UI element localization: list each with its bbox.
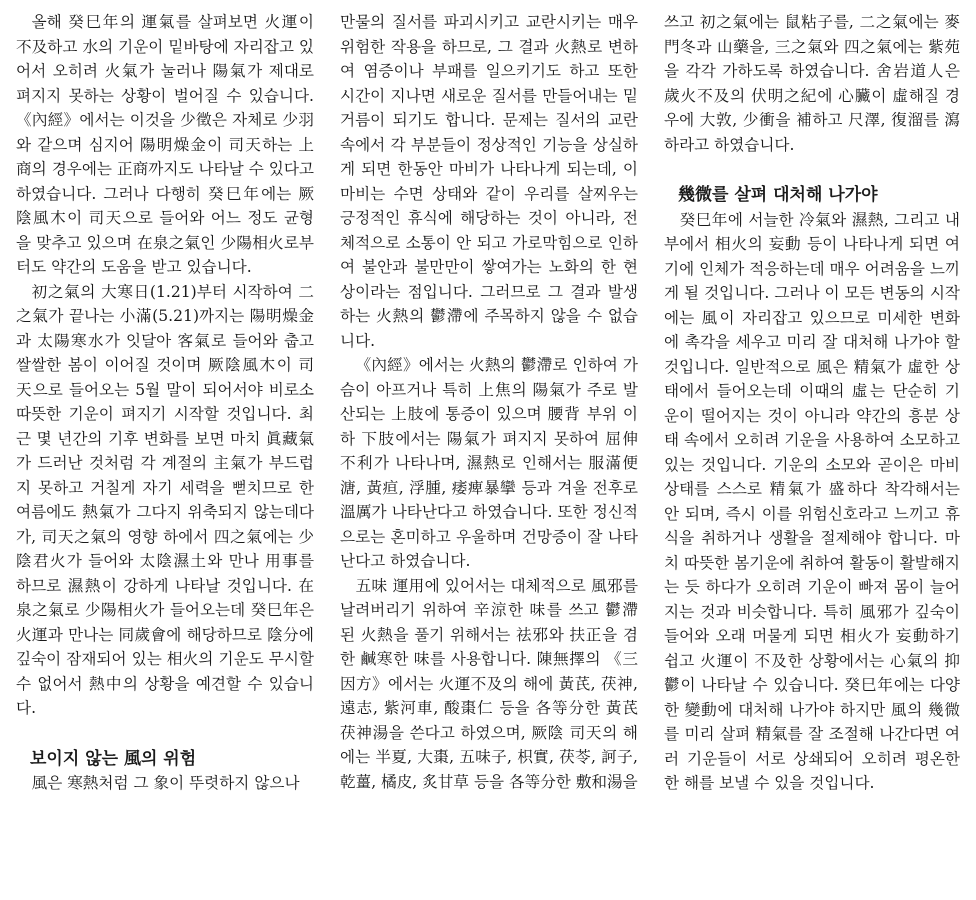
paragraph: 五味 運用에 있어서는 대체적으로 風邪를 날려버리기 위하여 辛涼한 味를 쓰고 鬱滯된 火熱을 풀기 위해서는 祛邪와 扶正을 겸한 鹹寒한 味를 사용합니다. 陳無擇의 《三因方》에서는 火運不及의 해에 黃芪, 茯神, 遠志, 紫河車, 酸棗仁 등을 各等分한 黃芪茯神湯을 쓴다고 하였으며, 厥陰 司天의 해에는 半夏, 大棗, 五味子, 枳實, 茯苓, 訶子, 乾薑, 橘皮, 炙甘草 등을 各等分한 敷和湯을	[340, 576, 638, 791]
paragraph: 《內經》에서는 火熱의 鬱滯로 인하여 가슴이 아프거나 특히 上焦의 陽氣가 주로 발산되는 上肢에 통증이 있으며 腰背 부위 이하 下肢에서는 陽氣가 펴지지 못하여 屈伸不利가 나타나며, 濕熱로 인해서는 服滿便溏, 黃疸, 浮腫, 痿痺暴攣 등과 겨울 전후로 溫厲가 나타난다고 하였습니다. 또한 정신적으로는 혼미하고 우울하며 건망증이 잘 나타난다고 하였습니다.	[340, 356, 638, 570]
paragraph: 만물의 질서를 파괴시키고 교란시키는 매우 위험한 작용을 하므로, 그 결과 火熱로 변하여 염증이나 부패를 일으키기도 하고 또한 시간이 지나면 새로운 질서를 만들어내는 밑거름이 되기도 합니다. 문제는 질서의 교란 속에서 각 부분들이 정상적인 기능을 상실하게 되면 한동안 마비가 나타나게 되는데, 이 마비는 수면 상태와 같이 우리를 살찌우는 긍정적인 휴식에 해당하는 것이 아니라, 전체적으로 소통이 안 되고 가로막힘으로 인하여 불안과 불만만이 쌓여가는 노화의 한 현상이라는 점입니다. 그러므로 그 결과 발생하는 火熱의 鬱滯에 주목하지 않을 수 없습니다.	[340, 13, 638, 350]
paragraph: 쓰고 初之氣에는 鼠粘子를, 二之氣에는 麥門冬과 山藥을, 三之氣와 四之氣에는 紫苑을 각각 가하도록 하였습니다. 舍岩道人은 歲火不及의 伏明之紀에 心臟이 虛해질 경우에 大敦, 少衝을 補하고 尺澤, 復溜를 瀉하라고 하였습니다.	[664, 13, 960, 154]
text-column-2	[340, 10, 638, 794]
paragraph: 올해 癸巳年의 運氣를 살펴보면 火運이 不及하고 水의 기운이 밑바탕에 자리잡고 있어서 오히려 火氣가 눌러나 陽氣가 제대로 펴지지 못하는 상황이 벌어질 수 있습니다.《內經》에서는 이것을 少徵은 자체로 少羽와 같으며 심지어 陽明燥金이 司天하는 上商의 경우에는 正商까지도 나타날 수 있다고 하였습니다. 그러나 다행히 癸巳年에는 厥陰風木이 司天으로 들어와 어느 정도 균형을 맞추고 있으며 在泉之氣인 少陽相火로부터도 약간의 도움을 받고 있습니다.	[16, 13, 314, 276]
paragraph: 初之氣의 大寒日(1.21)부터 시작하여 二之氣가 끝나는 小滿(5.21)까지는 陽明燥金과 太陽寒水가 잇달아 客氣로 들어와 춥고 쌀쌀한 봄이 이어질 것이며 厥陰風木이 司天으로 들어오는 5월 말이 되어서야 비로소 따뜻한 기운이 펴지기 시작할 것입니다. 최근 몇 년간의 기후 변화를 보면 마치 眞藏氣가 드러난 것처럼 각 계절의 主氣가 부드럽지 못하고 거칠게 자기 세력을 뻗치므로 한여름에도 熱氣가 그다지 위축되지 않는데다가, 司天之氣의 영향 하에서 四之氣에는 少陰君火가 들어와 太陰濕土와 만나 用事를 하므로 濕熱이 강하게 나타날 것입니다. 在泉之氣로 少陽相火가 들어오는데 癸巳年은 火運과 만나는 同歲會에 해당하므로 陰分에 깊숙이 잠재되어 있는 相火의 기운도 무시할 수 없어서 熱中의 상황을 예견할 수 있습니다.	[16, 282, 314, 717]
text-column-1	[16, 10, 314, 796]
paragraph: 癸巳年에 서늘한 冷氣와 濕熱, 그리고 내부에서 相火의 妄動 등이 나타나게 되면 여기에 인체가 적응하는데 매우 어려움을 느끼게 될 것입니다. 그러나 이 모든 변동의 시작에는 風이 자리잡고 있으므로 미세한 변화에 촉각을 세우고 미리 잘 대처해 나가야 할 것입니다. 일반적으로 風은 精氣가 虛한 상태에서 들어오는데 이때의 虛는 단순히 기운이 떨어지는 것이 아니라 약간의 흥분 상태 속에서 오히려 기운을 사용하여 소모하고 있는 것입니다. 기운의 소모와 곧이은 마비 상태를 스스로 精氣가 盛하다 착각해서는 안 되며, 즉시 이를 위험신호라고 느끼고 휴식을 취하거나 생활을 절제해야 합니다. 마치 따뜻한 봄기운에 취하여 활동이 활발해지는 듯 하다가 오히려 기운이 빠져 몸이 늘어지는 것과 비슷합니다. 특히 風邪가 깊숙이 들어와 오래 머물게 되면 相火가 妄動하기 쉽고 火運이 不及한 상황에서는 心氣의 抑鬱이 나타날 수 있습니다. 癸巳年에는 다양한 變動에 대처해 나가야 하지만 風의 幾微를 미리 살펴 精氣를 잘 조절해 나간다면 여러 기운들이 서로 상쇄되어 오히려 평온한 한 해를 보낼 수 있을 것입니다.	[664, 210, 960, 792]
paragraph: 風은 寒熱처럼 그 象이 뚜렷하지 않으나	[31, 774, 300, 792]
section-heading: 보이지 않는 風의 위험	[30, 748, 197, 769]
section-heading: 幾微를 살펴 대처해 나가야	[678, 185, 878, 205]
text-column-3	[664, 10, 960, 796]
